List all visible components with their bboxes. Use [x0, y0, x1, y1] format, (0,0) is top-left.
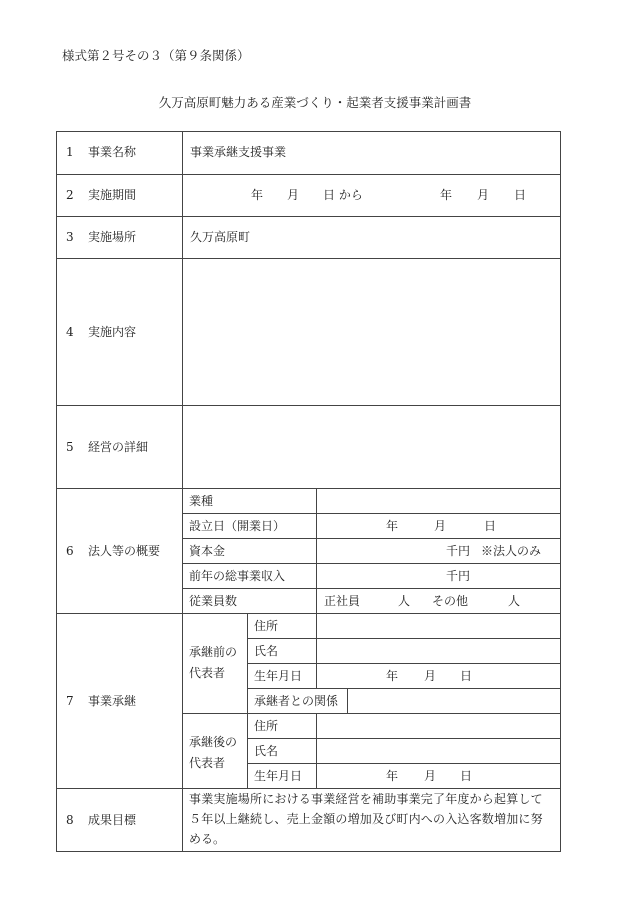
row-line — [56, 216, 561, 217]
predecessor-name-label: 氏名 — [254, 644, 279, 658]
row-line — [56, 174, 561, 175]
successor-birth-label: 生年月日 — [254, 769, 303, 783]
founded-month: 月 — [434, 519, 447, 533]
row-label-location: 実施場所 — [88, 230, 137, 244]
successor-address-label: 住所 — [254, 719, 279, 733]
successor-birth-day: 日 — [460, 769, 473, 783]
predecessor-birth-label: 生年月日 — [254, 669, 303, 683]
row-number: 3 — [66, 230, 74, 244]
row7-line — [247, 738, 561, 739]
period-start-day: 日 から — [323, 188, 363, 202]
row-number: 5 — [66, 440, 74, 454]
capital-note: ※法人のみ — [481, 544, 542, 558]
founded-label: 設立日（開業日） — [189, 519, 286, 533]
table-border-left — [56, 131, 57, 852]
form-number: 様式第２号その３（第９条関係） — [62, 48, 250, 63]
row-line — [56, 258, 561, 259]
row7-divider — [316, 613, 317, 688]
location-value: 久万高原町 — [190, 230, 251, 244]
row7-line — [247, 638, 561, 639]
row-line — [56, 613, 561, 614]
row-label-succession: 事業承継 — [88, 694, 137, 708]
period-end-month: 月 — [477, 188, 490, 202]
row7-divider — [347, 688, 348, 713]
row-number: 4 — [66, 325, 74, 339]
row-line — [56, 488, 561, 489]
revenue-label: 前年の総事業収入 — [189, 569, 286, 583]
row-label-period: 実施期間 — [88, 188, 137, 202]
capital-unit: 千円 — [446, 544, 471, 558]
table-border-right — [560, 131, 561, 852]
successor-birth-year: 年 — [386, 769, 399, 783]
period-end-year: 年 — [440, 188, 453, 202]
period-end-day: 日 — [514, 188, 527, 202]
row7-divider — [316, 713, 317, 788]
project-name-value: 事業承継支援事業 — [190, 145, 287, 159]
row-label-content: 実施内容 — [88, 325, 137, 339]
label-column-divider — [182, 131, 183, 852]
goal-text-line2: ５年以上継続し、売上金額の増加及び町内への入込客数増加に努 — [189, 812, 543, 826]
row-label-project-name: 事業名称 — [88, 145, 137, 159]
row-number: 6 — [66, 544, 74, 558]
predecessor-address-label: 住所 — [254, 619, 279, 633]
row7-line — [247, 763, 561, 764]
successor-label-line1: 承継後の — [189, 735, 238, 749]
page-title: 久万高原町魅力ある産業づくり・起業者支援事業計画書 — [158, 95, 472, 110]
predecessor-birth-year: 年 — [386, 669, 399, 683]
row-number: 8 — [66, 813, 74, 827]
row-line — [56, 788, 561, 789]
row6-line — [182, 588, 561, 589]
row7-divider — [247, 613, 248, 788]
row-label-corporate-overview: 法人等の概要 — [88, 544, 161, 558]
successor-label-line2: 代表者 — [189, 756, 226, 770]
predecessor-label-line2: 代表者 — [189, 666, 226, 680]
successor-birth-month: 月 — [424, 769, 437, 783]
period-start-month: 月 — [287, 188, 300, 202]
row7-line — [247, 663, 561, 664]
row-label-goal: 成果目標 — [88, 813, 137, 827]
predecessor-birth-month: 月 — [424, 669, 437, 683]
row7-line — [182, 713, 561, 714]
row-line — [56, 405, 561, 406]
employees-label: 従業員数 — [189, 594, 238, 608]
row-number: 2 — [66, 188, 74, 202]
regular-staff-label: 正社員 — [324, 594, 361, 608]
row-line — [56, 131, 561, 132]
predecessor-label-line1: 承継前の — [189, 645, 238, 659]
other-staff-label: その他 — [432, 594, 469, 608]
row-number: 7 — [66, 694, 74, 708]
successor-relation-label: 承継者との関係 — [254, 694, 339, 708]
row6-line — [182, 538, 561, 539]
row-line — [56, 851, 561, 852]
period-start-year: 年 — [251, 188, 264, 202]
other-staff-unit: 人 — [508, 594, 521, 608]
predecessor-birth-day: 日 — [460, 669, 473, 683]
founded-year: 年 — [386, 519, 399, 533]
regular-staff-unit: 人 — [398, 594, 411, 608]
row-number: 1 — [66, 145, 74, 159]
row-label-management: 経営の詳細 — [88, 440, 149, 454]
successor-name-label: 氏名 — [254, 744, 279, 758]
row6-line — [182, 563, 561, 564]
goal-text-line3: める。 — [189, 832, 226, 846]
capital-label: 資本金 — [189, 544, 226, 558]
revenue-unit: 千円 — [446, 569, 471, 583]
row6-line — [182, 513, 561, 514]
industry-label: 業種 — [189, 494, 214, 508]
goal-text-line1: 事業実施場所における事業経営を補助事業完了年度から起算して — [189, 792, 543, 806]
row7-line — [247, 688, 561, 689]
founded-day: 日 — [484, 519, 497, 533]
row6-divider — [316, 488, 317, 613]
